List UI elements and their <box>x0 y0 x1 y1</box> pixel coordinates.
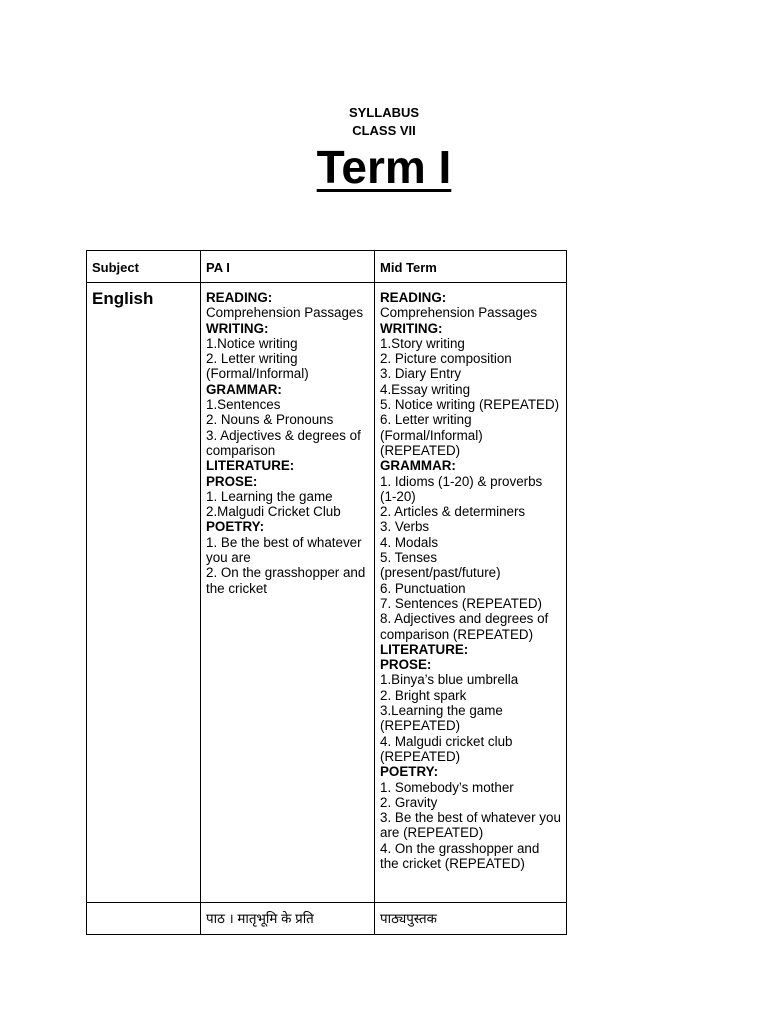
subject-cell <box>87 903 201 935</box>
section-heading: WRITING: <box>380 320 443 336</box>
syllabus-heading: SYLLABUS <box>348 105 420 120</box>
section-heading: READING: <box>380 290 447 305</box>
mid-term-syllabus-cell: पाठ्यपुस्तक <box>375 903 567 935</box>
list-item: 4. Modals <box>380 534 439 550</box>
list-item: 1.Story writing <box>380 335 465 351</box>
pa1-syllabus-cell <box>201 283 375 903</box>
list-item: 2. On the grasshopper and the cricket <box>206 565 366 596</box>
list-item: 4. On the grasshopper and the cricket (REPEATED) <box>380 840 540 871</box>
column-header-subject: Subject <box>87 251 201 283</box>
column-header-mid-term: Mid Term <box>375 251 567 283</box>
list-item: 3. Adjectives & degrees of comparison <box>206 427 361 458</box>
list-item: 1. Idioms (1-20) & proverbs (1-20) <box>380 473 543 504</box>
subject-cell: English <box>87 283 201 903</box>
mid-term-syllabus-cell <box>375 283 567 903</box>
list-item: 8. Adjectives and degrees of comparison (REPEATED) <box>380 611 549 642</box>
list-item: 2. Bright spark <box>380 687 467 703</box>
list-item: 2. Gravity <box>380 794 438 810</box>
mid-term-topic-list <box>380 290 561 871</box>
table-row-english <box>87 283 567 903</box>
pa1-syllabus-cell: पाठ । मातृभूमि के प्रति <box>201 903 375 935</box>
list-item: 5. Tenses (present/past/future) <box>380 550 501 581</box>
section-heading: LITERATURE: <box>380 641 469 657</box>
list-item: 7. Sentences (REPEATED) <box>380 595 542 611</box>
section-heading: POETRY: <box>206 519 265 535</box>
list-item: 3. Diary Entry <box>380 366 462 382</box>
list-item: 1. Be the best of whatever you are <box>206 534 362 566</box>
list-item: Comprehension Passages <box>206 305 364 321</box>
list-item: 2.Malgudi Cricket Club <box>206 504 341 520</box>
list-item: 2. Picture composition <box>380 351 512 367</box>
class-heading: CLASS VII <box>352 123 416 138</box>
table-header-row <box>87 251 567 283</box>
list-item: 1. Somebody’s mother <box>380 779 514 795</box>
list-item: 1.Binya’s blue umbrella <box>380 672 519 688</box>
term-title: Term I <box>316 141 452 193</box>
list-item: 3.Learning the game (REPEATED) <box>380 703 503 734</box>
section-heading: GRAMMAR: <box>380 458 456 474</box>
section-heading: WRITING: <box>206 320 269 336</box>
list-item: 4.Essay writing <box>380 381 471 397</box>
section-heading: POETRY: <box>380 764 439 780</box>
syllabus-table <box>86 250 567 935</box>
list-item: 3. Verbs <box>380 519 430 535</box>
list-item: 2. Articles & determiners <box>380 504 526 520</box>
list-item: 1.Sentences <box>206 397 281 413</box>
section-heading: LITERATURE: <box>206 458 295 474</box>
list-item: 1. Learning the game <box>206 488 333 504</box>
list-item: 1.Notice writing <box>206 335 298 351</box>
list-item: 3. Be the best of whatever you are (REPEATED) <box>380 810 561 841</box>
list-item: 2. Nouns & Pronouns <box>206 412 334 428</box>
section-heading: PROSE: <box>206 473 258 489</box>
section-heading: GRAMMAR: <box>206 381 282 397</box>
section-heading: PROSE: <box>380 657 432 673</box>
pa1-topic-list <box>206 290 369 596</box>
list-item: 6. Letter writing (Formal/Informal) (REPEATED) <box>380 412 483 458</box>
list-item: 5. Notice writing (REPEATED) <box>380 397 560 413</box>
table-row-hindi <box>87 903 567 935</box>
list-item: 2. Letter writing (Formal/Informal) <box>206 351 309 382</box>
column-header-pa1: PA I <box>201 251 375 283</box>
list-item: Comprehension Passages <box>380 305 538 321</box>
list-item: 4. Malgudi cricket club (REPEATED) <box>380 733 513 764</box>
section-heading: READING: <box>206 290 273 305</box>
list-item: 6. Punctuation <box>380 580 466 596</box>
